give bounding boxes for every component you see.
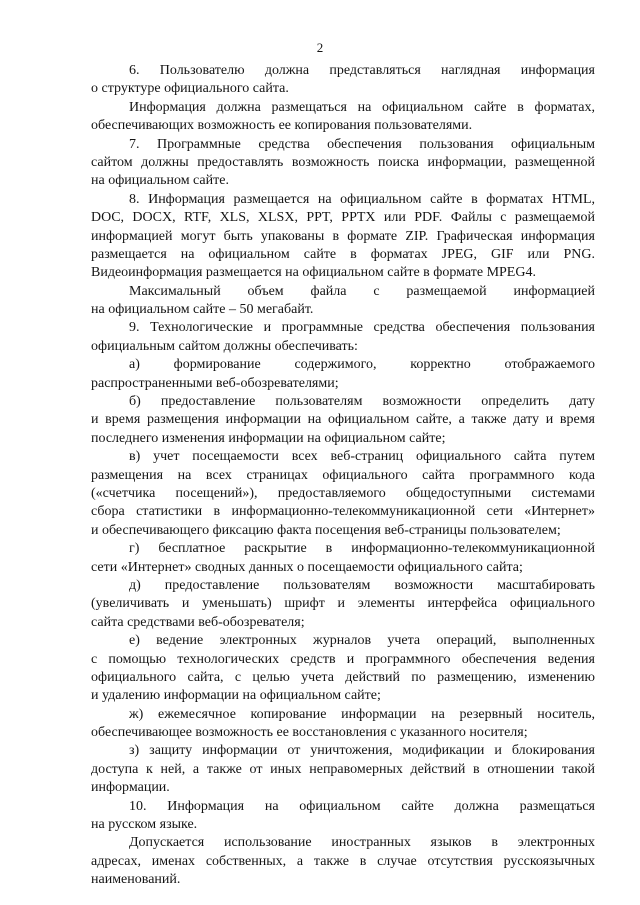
text-line: информацией могут быть упакованы в формате ZIP. Графическая информация [91, 228, 595, 244]
paragraph [91, 191, 595, 283]
text-line: сети «Интернет» сводных данных о посещаемости официального сайта; [91, 559, 523, 575]
text-line: наименований. [91, 872, 181, 888]
text-line: г) бесплатное раскрытие в информационно-телекоммуникационной [129, 541, 595, 557]
paragraph [91, 393, 595, 448]
text-line: (увеличивать и уменьшать) шрифт и элементы интерфейса официального [91, 596, 595, 612]
text-line: д) предоставление пользователям возможности масштабировать [129, 577, 595, 593]
text-line: и удалению информации на официальном сайте; [91, 688, 381, 704]
paragraph [91, 136, 595, 191]
text-line: последнего изменения информации на официальном сайте; [91, 430, 446, 446]
text-line: сайтом должны предоставлять возможность поиска информации, размещенной [91, 154, 595, 170]
text-line: а) формирование содержимого, корректно отображаемого [129, 357, 595, 373]
paragraph [91, 798, 595, 835]
paragraph [91, 706, 595, 743]
text-line: на официальном сайте – 50 мегабайт. [91, 302, 314, 318]
text-line: 10. Информация на официальном сайте должна размещаться [129, 798, 595, 814]
text-line: размещения на всех страницах официального сайта программного кода [91, 467, 595, 483]
text-line: обеспечивающих возможность ее копирования пользователями. [91, 118, 473, 134]
page-number: 2 [316, 40, 324, 55]
text-line: («счетчика посещений»), предоставляемого общедоступными системами [91, 485, 595, 501]
text-line: 9. Технологические и программные средства обеспечения пользования [129, 320, 595, 336]
text-line: DOC, DOCX, RTF, XLS, XLSX, PPT, PPTX или PDF. Файлы с размещаемой [91, 210, 595, 226]
text-line: с помощью технологических средств и программного обеспечения ведения [91, 651, 595, 667]
text-line: доступа к ней, а также от иных неправомерных действий в отношении такой [91, 761, 595, 777]
text-line: сайта средствами веб-обозревателя; [91, 614, 305, 630]
paragraph [91, 742, 595, 797]
text-line: Информация должна размещаться на официальном сайте в форматах, [129, 99, 595, 115]
text-line: е) ведение электронных журналов учета операций, выполненных [129, 633, 595, 649]
text-line: Максимальный объем файла с размещаемой информацией [129, 283, 595, 299]
paragraph [91, 540, 595, 577]
text-line: официального сайта, с целью учета действий по размещению, изменению [91, 669, 595, 685]
text-line: размещается на официальном сайте в форматах JPEG, GIF или PNG. [91, 246, 595, 262]
text-line: 7. Программные средства обеспечения пользования официальным [129, 136, 595, 152]
text-line: 8. Информация размещается на официальном сайте в форматах HTML, [129, 191, 595, 207]
text-line: информации. [91, 780, 170, 796]
text-line: и обеспечивающего фиксацию факта посещения веб-страницы пользователем; [91, 522, 561, 538]
paragraph [91, 283, 595, 320]
paragraph [91, 448, 595, 540]
text-line: сбора статистики в информационно-телекоммуникационной сети «Интернет» [91, 504, 595, 520]
paragraph [91, 632, 595, 706]
text-line: и время размещения информации на официальном сайте, а также дату и время [91, 412, 595, 428]
text-line: обеспечивающее возможность ее восстановления с указанного носителя; [91, 725, 528, 741]
text-line: з) защиту информации от уничтожения, модификации и блокирования [129, 743, 595, 759]
paragraph [91, 834, 595, 889]
text-line: о структуре официального сайта. [91, 81, 289, 97]
text-line: на официальном сайте. [91, 173, 229, 189]
text-line: Допускается использование иностранных языков в электронных [129, 835, 595, 851]
text-line: распространенными веб-обозревателями; [91, 375, 339, 391]
text-line: адресах, именах собственных, а также в случае отсутствия русскоязычных [91, 853, 595, 869]
text-line: в) учет посещаемости всех веб-страниц официального сайта путем [129, 449, 595, 465]
text-line: официальным сайтом должны обеспечивать: [91, 338, 358, 354]
text-line: ж) ежемесячное копирование информации на резервный носитель, [129, 706, 595, 722]
text-line: 6. Пользователю должна представляться наглядная информация [129, 63, 595, 78]
paragraph [91, 62, 595, 99]
text-line: на русском языке. [91, 817, 198, 833]
paragraph [91, 356, 595, 393]
text-line: б) предоставление пользователям возможности определить дату [129, 394, 595, 410]
paragraph [91, 577, 595, 632]
text-line: Видеоинформация размещается на официальном сайте в формате MPEG4. [91, 265, 536, 281]
paragraph [91, 319, 595, 356]
document-body [91, 62, 595, 890]
paragraph [91, 99, 595, 136]
